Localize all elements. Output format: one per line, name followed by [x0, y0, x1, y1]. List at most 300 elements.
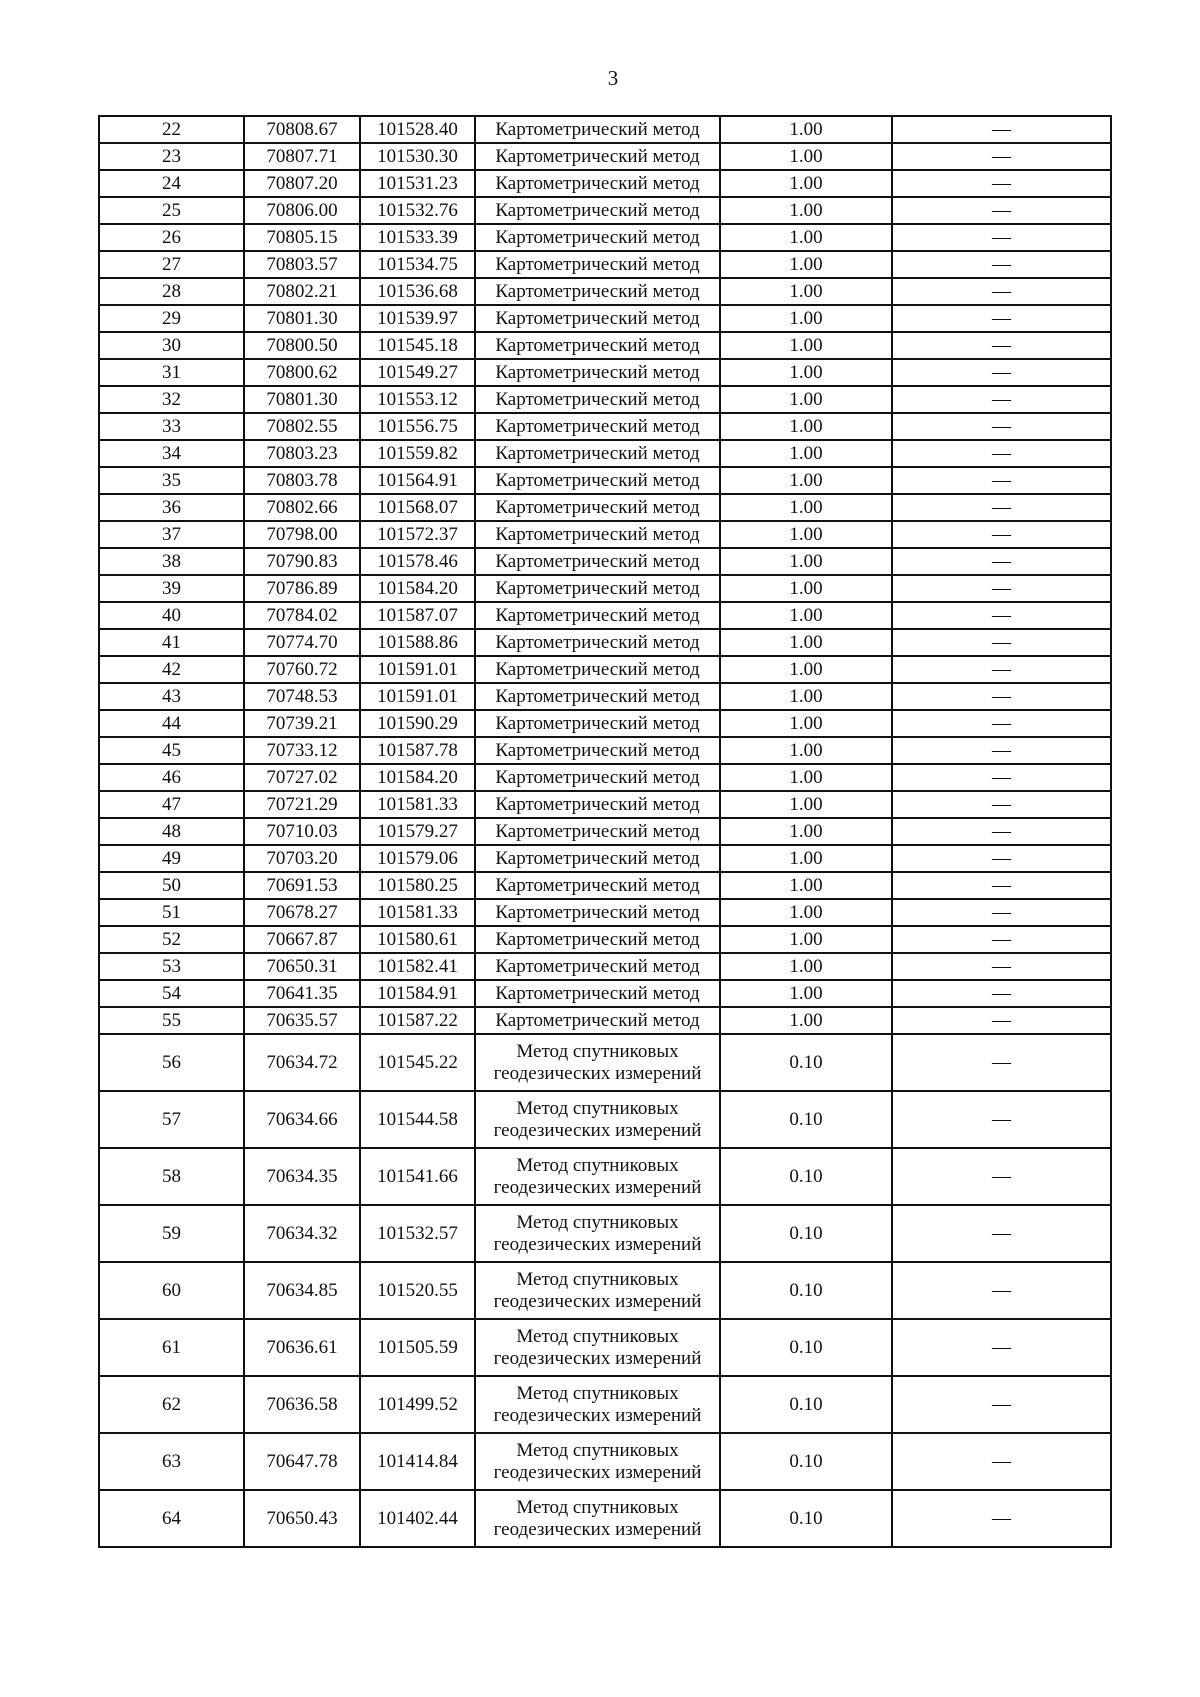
method-cell	[475, 1262, 720, 1319]
accuracy-cell: 1.00	[720, 791, 892, 818]
table-row	[99, 791, 1111, 818]
table-row	[99, 1262, 1111, 1319]
method-line: геодезических измерений	[493, 1404, 702, 1426]
y-coordinate-cell: 101587.78	[360, 737, 475, 764]
point-number-cell: 35	[99, 467, 244, 494]
y-coordinate-cell: 101587.07	[360, 602, 475, 629]
y-coordinate-cell: 101572.37	[360, 521, 475, 548]
y-coordinate-cell: 101531.23	[360, 170, 475, 197]
accuracy-cell: 1.00	[720, 953, 892, 980]
method-cell: Картометрический метод	[475, 791, 720, 818]
method-line: Метод спутниковых	[516, 1439, 679, 1461]
x-coordinate-cell: 70806.00	[244, 197, 360, 224]
method-cell	[475, 1376, 720, 1433]
method-cell: Картометрический метод	[475, 359, 720, 386]
y-coordinate-cell: 101533.39	[360, 224, 475, 251]
method-cell: Картометрический метод	[475, 116, 720, 143]
note-cell: —	[892, 629, 1111, 656]
accuracy-cell: 1.00	[720, 386, 892, 413]
method-cell: Картометрический метод	[475, 170, 720, 197]
note-cell: —	[892, 332, 1111, 359]
accuracy-cell: 1.00	[720, 926, 892, 953]
point-number-cell: 64	[99, 1490, 244, 1547]
point-number-cell: 32	[99, 386, 244, 413]
y-coordinate-cell: 101499.52	[360, 1376, 475, 1433]
y-coordinate-cell: 101591.01	[360, 683, 475, 710]
note-cell: —	[892, 1490, 1111, 1547]
accuracy-cell: 1.00	[720, 305, 892, 332]
method-cell	[475, 1319, 720, 1376]
accuracy-cell: 1.00	[720, 656, 892, 683]
method-line: Метод спутниковых	[516, 1382, 679, 1404]
point-number-cell: 60	[99, 1262, 244, 1319]
table-row	[99, 521, 1111, 548]
note-cell: —	[892, 116, 1111, 143]
x-coordinate-cell: 70710.03	[244, 818, 360, 845]
accuracy-cell: 0.10	[720, 1490, 892, 1547]
note-cell: —	[892, 737, 1111, 764]
method-line: Метод спутниковых	[516, 1325, 679, 1347]
table-row	[99, 278, 1111, 305]
x-coordinate-cell: 70739.21	[244, 710, 360, 737]
accuracy-cell: 1.00	[720, 575, 892, 602]
y-coordinate-cell: 101414.84	[360, 1433, 475, 1490]
x-coordinate-cell: 70786.89	[244, 575, 360, 602]
note-cell: —	[892, 413, 1111, 440]
y-coordinate-cell: 101520.55	[360, 1262, 475, 1319]
x-coordinate-cell: 70800.62	[244, 359, 360, 386]
x-coordinate-cell: 70650.43	[244, 1490, 360, 1547]
point-number-cell: 51	[99, 899, 244, 926]
x-coordinate-cell: 70802.66	[244, 494, 360, 521]
table-row	[99, 818, 1111, 845]
note-cell: —	[892, 359, 1111, 386]
accuracy-cell: 1.00	[720, 629, 892, 656]
point-number-cell: 56	[99, 1034, 244, 1091]
y-coordinate-cell: 101584.20	[360, 575, 475, 602]
table-row	[99, 1205, 1111, 1262]
y-coordinate-cell: 101580.25	[360, 872, 475, 899]
x-coordinate-cell: 70634.32	[244, 1205, 360, 1262]
accuracy-cell: 1.00	[720, 845, 892, 872]
point-number-cell: 59	[99, 1205, 244, 1262]
table-row	[99, 305, 1111, 332]
method-cell	[475, 1034, 720, 1091]
coordinates-table-body	[99, 116, 1111, 1547]
x-coordinate-cell: 70634.35	[244, 1148, 360, 1205]
table-row	[99, 683, 1111, 710]
note-cell: —	[892, 440, 1111, 467]
point-number-cell: 42	[99, 656, 244, 683]
x-coordinate-cell: 70641.35	[244, 980, 360, 1007]
y-coordinate-cell: 101581.33	[360, 791, 475, 818]
accuracy-cell: 0.10	[720, 1319, 892, 1376]
note-cell: —	[892, 872, 1111, 899]
point-number-cell: 29	[99, 305, 244, 332]
accuracy-cell: 1.00	[720, 116, 892, 143]
y-coordinate-cell: 101536.68	[360, 278, 475, 305]
y-coordinate-cell: 101590.29	[360, 710, 475, 737]
note-cell: —	[892, 953, 1111, 980]
x-coordinate-cell: 70802.21	[244, 278, 360, 305]
point-number-cell: 33	[99, 413, 244, 440]
x-coordinate-cell: 70790.83	[244, 548, 360, 575]
table-row	[99, 386, 1111, 413]
point-number-cell: 36	[99, 494, 244, 521]
method-cell: Картометрический метод	[475, 548, 720, 575]
method-cell: Картометрический метод	[475, 1007, 720, 1034]
x-coordinate-cell: 70802.55	[244, 413, 360, 440]
accuracy-cell: 1.00	[720, 251, 892, 278]
method-cell	[475, 1148, 720, 1205]
method-line: Метод спутниковых	[516, 1040, 679, 1062]
y-coordinate-cell: 101578.46	[360, 548, 475, 575]
y-coordinate-cell: 101582.41	[360, 953, 475, 980]
method-cell: Картометрический метод	[475, 656, 720, 683]
table-row	[99, 1319, 1111, 1376]
method-line: геодезических измерений	[493, 1347, 702, 1369]
accuracy-cell: 0.10	[720, 1262, 892, 1319]
y-coordinate-cell: 101584.91	[360, 980, 475, 1007]
note-cell: —	[892, 1205, 1111, 1262]
point-number-cell: 41	[99, 629, 244, 656]
table-row	[99, 224, 1111, 251]
method-cell: Картометрический метод	[475, 278, 720, 305]
method-cell: Картометрический метод	[475, 737, 720, 764]
method-cell: Картометрический метод	[475, 494, 720, 521]
table-row	[99, 467, 1111, 494]
note-cell: —	[892, 305, 1111, 332]
method-cell: Картометрический метод	[475, 845, 720, 872]
accuracy-cell: 0.10	[720, 1205, 892, 1262]
method-cell	[475, 1091, 720, 1148]
accuracy-cell: 1.00	[720, 737, 892, 764]
table-row	[99, 1034, 1111, 1091]
y-coordinate-cell: 101564.91	[360, 467, 475, 494]
accuracy-cell: 0.10	[720, 1034, 892, 1091]
x-coordinate-cell: 70636.58	[244, 1376, 360, 1433]
accuracy-cell: 1.00	[720, 143, 892, 170]
method-cell: Картометрический метод	[475, 521, 720, 548]
point-number-cell: 22	[99, 116, 244, 143]
x-coordinate-cell: 70647.78	[244, 1433, 360, 1490]
method-cell: Картометрический метод	[475, 710, 720, 737]
method-cell: Картометрический метод	[475, 980, 720, 1007]
y-coordinate-cell: 101587.22	[360, 1007, 475, 1034]
note-cell: —	[892, 1148, 1111, 1205]
note-cell: —	[892, 1433, 1111, 1490]
y-coordinate-cell: 101532.76	[360, 197, 475, 224]
method-line: геодезических измерений	[493, 1461, 702, 1483]
method-line: геодезических измерений	[493, 1290, 702, 1312]
accuracy-cell: 1.00	[720, 278, 892, 305]
x-coordinate-cell: 70760.72	[244, 656, 360, 683]
point-number-cell: 30	[99, 332, 244, 359]
table-row	[99, 494, 1111, 521]
x-coordinate-cell: 70727.02	[244, 764, 360, 791]
x-coordinate-cell: 70774.70	[244, 629, 360, 656]
method-cell: Картометрический метод	[475, 332, 720, 359]
note-cell: —	[892, 467, 1111, 494]
method-line: Метод спутниковых	[516, 1496, 679, 1518]
method-line: Метод спутниковых	[516, 1268, 679, 1290]
x-coordinate-cell: 70807.20	[244, 170, 360, 197]
table-row	[99, 1376, 1111, 1433]
method-cell: Картометрический метод	[475, 440, 720, 467]
accuracy-cell: 1.00	[720, 224, 892, 251]
note-cell: —	[892, 494, 1111, 521]
table-row	[99, 737, 1111, 764]
y-coordinate-cell: 101579.06	[360, 845, 475, 872]
accuracy-cell: 0.10	[720, 1091, 892, 1148]
accuracy-cell: 1.00	[720, 602, 892, 629]
x-coordinate-cell: 70691.53	[244, 872, 360, 899]
y-coordinate-cell: 101549.27	[360, 359, 475, 386]
y-coordinate-cell: 101545.22	[360, 1034, 475, 1091]
x-coordinate-cell: 70733.12	[244, 737, 360, 764]
accuracy-cell: 1.00	[720, 1007, 892, 1034]
note-cell: —	[892, 197, 1111, 224]
note-cell: —	[892, 575, 1111, 602]
point-number-cell: 24	[99, 170, 244, 197]
x-coordinate-cell: 70650.31	[244, 953, 360, 980]
y-coordinate-cell: 101568.07	[360, 494, 475, 521]
y-coordinate-cell: 101553.12	[360, 386, 475, 413]
x-coordinate-cell: 70678.27	[244, 899, 360, 926]
note-cell: —	[892, 143, 1111, 170]
note-cell: —	[892, 683, 1111, 710]
note-cell: —	[892, 1091, 1111, 1148]
method-cell: Картометрический метод	[475, 953, 720, 980]
method-cell: Картометрический метод	[475, 413, 720, 440]
point-number-cell: 48	[99, 818, 244, 845]
point-number-cell: 40	[99, 602, 244, 629]
accuracy-cell: 0.10	[720, 1376, 892, 1433]
note-cell: —	[892, 1007, 1111, 1034]
accuracy-cell: 1.00	[720, 683, 892, 710]
coordinates-table	[98, 115, 1112, 1548]
x-coordinate-cell: 70800.50	[244, 332, 360, 359]
table-row	[99, 170, 1111, 197]
table-row	[99, 1007, 1111, 1034]
table-row	[99, 845, 1111, 872]
x-coordinate-cell: 70634.85	[244, 1262, 360, 1319]
point-number-cell: 52	[99, 926, 244, 953]
method-line: геодезических измерений	[493, 1518, 702, 1540]
table-row	[99, 413, 1111, 440]
accuracy-cell: 1.00	[720, 440, 892, 467]
accuracy-cell: 0.10	[720, 1433, 892, 1490]
accuracy-cell: 1.00	[720, 413, 892, 440]
x-coordinate-cell: 70634.66	[244, 1091, 360, 1148]
table-row	[99, 197, 1111, 224]
x-coordinate-cell: 70798.00	[244, 521, 360, 548]
y-coordinate-cell: 101584.20	[360, 764, 475, 791]
method-cell: Картометрический метод	[475, 575, 720, 602]
note-cell: —	[892, 224, 1111, 251]
point-number-cell: 57	[99, 1091, 244, 1148]
note-cell: —	[892, 1376, 1111, 1433]
note-cell: —	[892, 845, 1111, 872]
accuracy-cell: 1.00	[720, 872, 892, 899]
method-line: Метод спутниковых	[516, 1097, 679, 1119]
note-cell: —	[892, 656, 1111, 683]
table-row	[99, 764, 1111, 791]
point-number-cell: 63	[99, 1433, 244, 1490]
note-cell: —	[892, 1319, 1111, 1376]
accuracy-cell: 1.00	[720, 332, 892, 359]
point-number-cell: 49	[99, 845, 244, 872]
point-number-cell: 39	[99, 575, 244, 602]
table-row	[99, 656, 1111, 683]
method-cell: Картометрический метод	[475, 224, 720, 251]
point-number-cell: 45	[99, 737, 244, 764]
x-coordinate-cell: 70808.67	[244, 116, 360, 143]
accuracy-cell: 1.00	[720, 899, 892, 926]
point-number-cell: 61	[99, 1319, 244, 1376]
point-number-cell: 54	[99, 980, 244, 1007]
y-coordinate-cell: 101539.97	[360, 305, 475, 332]
x-coordinate-cell: 70803.78	[244, 467, 360, 494]
method-line: Метод спутниковых	[516, 1154, 679, 1176]
x-coordinate-cell: 70807.71	[244, 143, 360, 170]
accuracy-cell: 1.00	[720, 197, 892, 224]
method-cell	[475, 1490, 720, 1547]
x-coordinate-cell: 70636.61	[244, 1319, 360, 1376]
y-coordinate-cell: 101541.66	[360, 1148, 475, 1205]
table-row	[99, 359, 1111, 386]
x-coordinate-cell: 70801.30	[244, 386, 360, 413]
y-coordinate-cell: 101402.44	[360, 1490, 475, 1547]
table-row	[99, 980, 1111, 1007]
y-coordinate-cell: 101544.58	[360, 1091, 475, 1148]
point-number-cell: 53	[99, 953, 244, 980]
point-number-cell: 55	[99, 1007, 244, 1034]
x-coordinate-cell: 70803.57	[244, 251, 360, 278]
table-row	[99, 602, 1111, 629]
point-number-cell: 58	[99, 1148, 244, 1205]
y-coordinate-cell: 101545.18	[360, 332, 475, 359]
x-coordinate-cell: 70667.87	[244, 926, 360, 953]
y-coordinate-cell: 101528.40	[360, 116, 475, 143]
point-number-cell: 27	[99, 251, 244, 278]
method-cell: Картометрический метод	[475, 764, 720, 791]
accuracy-cell: 1.00	[720, 818, 892, 845]
point-number-cell: 34	[99, 440, 244, 467]
accuracy-cell: 1.00	[720, 764, 892, 791]
note-cell: —	[892, 791, 1111, 818]
point-number-cell: 28	[99, 278, 244, 305]
x-coordinate-cell: 70805.15	[244, 224, 360, 251]
accuracy-cell: 1.00	[720, 494, 892, 521]
accuracy-cell: 1.00	[720, 548, 892, 575]
point-number-cell: 23	[99, 143, 244, 170]
y-coordinate-cell: 101579.27	[360, 818, 475, 845]
note-cell: —	[892, 386, 1111, 413]
table-row	[99, 629, 1111, 656]
method-cell: Картометрический метод	[475, 602, 720, 629]
note-cell: —	[892, 1034, 1111, 1091]
accuracy-cell: 1.00	[720, 980, 892, 1007]
table-row	[99, 1148, 1111, 1205]
table-row	[99, 548, 1111, 575]
x-coordinate-cell: 70748.53	[244, 683, 360, 710]
accuracy-cell: 1.00	[720, 467, 892, 494]
point-number-cell: 46	[99, 764, 244, 791]
table-row	[99, 1433, 1111, 1490]
note-cell: —	[892, 818, 1111, 845]
y-coordinate-cell: 101591.01	[360, 656, 475, 683]
method-cell	[475, 1433, 720, 1490]
x-coordinate-cell: 70634.72	[244, 1034, 360, 1091]
y-coordinate-cell: 101530.30	[360, 143, 475, 170]
x-coordinate-cell: 70635.57	[244, 1007, 360, 1034]
method-line: геодезических измерений	[493, 1119, 702, 1141]
method-line: геодезических измерений	[493, 1176, 702, 1198]
table-row	[99, 332, 1111, 359]
table-row	[99, 872, 1111, 899]
y-coordinate-cell: 101532.57	[360, 1205, 475, 1262]
y-coordinate-cell: 101505.59	[360, 1319, 475, 1376]
method-cell	[475, 1205, 720, 1262]
note-cell: —	[892, 170, 1111, 197]
method-cell: Картометрический метод	[475, 386, 720, 413]
y-coordinate-cell: 101581.33	[360, 899, 475, 926]
note-cell: —	[892, 980, 1111, 1007]
accuracy-cell: 1.00	[720, 170, 892, 197]
point-number-cell: 47	[99, 791, 244, 818]
point-number-cell: 50	[99, 872, 244, 899]
point-number-cell: 25	[99, 197, 244, 224]
x-coordinate-cell: 70721.29	[244, 791, 360, 818]
note-cell: —	[892, 251, 1111, 278]
method-line: геодезических измерений	[493, 1233, 702, 1255]
method-cell: Картометрический метод	[475, 251, 720, 278]
table-row	[99, 899, 1111, 926]
method-cell: Картометрический метод	[475, 629, 720, 656]
accuracy-cell: 0.10	[720, 1148, 892, 1205]
note-cell: —	[892, 710, 1111, 737]
note-cell: —	[892, 521, 1111, 548]
note-cell: —	[892, 926, 1111, 953]
accuracy-cell: 1.00	[720, 710, 892, 737]
method-line: геодезических измерений	[493, 1062, 702, 1084]
table-row	[99, 143, 1111, 170]
table-row	[99, 710, 1111, 737]
y-coordinate-cell: 101556.75	[360, 413, 475, 440]
point-number-cell: 31	[99, 359, 244, 386]
method-cell: Картометрический метод	[475, 143, 720, 170]
method-cell: Картометрический метод	[475, 926, 720, 953]
note-cell: —	[892, 899, 1111, 926]
table-row	[99, 575, 1111, 602]
table-row	[99, 953, 1111, 980]
table-row	[99, 440, 1111, 467]
method-cell: Картометрический метод	[475, 683, 720, 710]
x-coordinate-cell: 70784.02	[244, 602, 360, 629]
x-coordinate-cell: 70801.30	[244, 305, 360, 332]
y-coordinate-cell: 101588.86	[360, 629, 475, 656]
y-coordinate-cell: 101580.61	[360, 926, 475, 953]
note-cell: —	[892, 764, 1111, 791]
note-cell: —	[892, 278, 1111, 305]
y-coordinate-cell: 101559.82	[360, 440, 475, 467]
table-row	[99, 1490, 1111, 1547]
method-cell: Картометрический метод	[475, 197, 720, 224]
method-cell: Картометрический метод	[475, 305, 720, 332]
note-cell: —	[892, 602, 1111, 629]
table-row	[99, 251, 1111, 278]
